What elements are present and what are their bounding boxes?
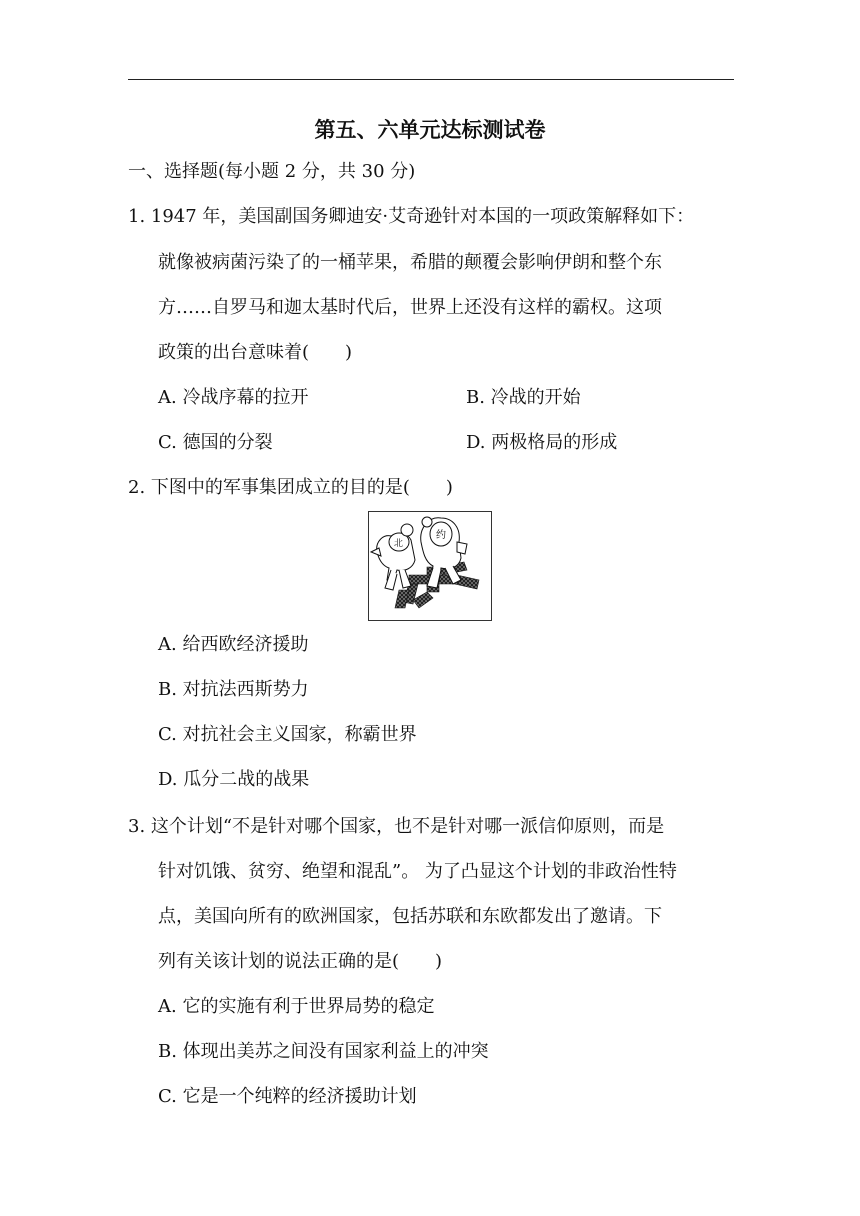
question-2-option-d[interactable]: D. 瓜分二战的战果 bbox=[158, 769, 310, 790]
section-heading: 一、选择题(每小题 2 分，共 30 分) bbox=[128, 161, 416, 182]
cartoon-label-right: 约 bbox=[436, 530, 446, 541]
question-1-option-a[interactable]: A. 冷战序幕的拉开 bbox=[158, 387, 309, 408]
question-2-option-a[interactable]: A. 给西欧经济援助 bbox=[158, 634, 309, 655]
question-2-option-c[interactable]: C. 对抗社会主义国家，称霸世界 bbox=[158, 724, 417, 745]
cartoon-label-left: 北 bbox=[394, 539, 404, 549]
page-title: 第五、六单元达标测试卷 bbox=[314, 117, 546, 142]
question-1-line-1: 1. 1947 年，美国副国务卿迪安·艾奇逊针对本国的一项政策解释如下： bbox=[128, 206, 695, 227]
question-1-line-4: 政策的出台意味着( ) bbox=[158, 342, 353, 363]
question-3-option-c[interactable]: C. 它是一个纯粹的经济援助计划 bbox=[158, 1086, 417, 1107]
question-3-option-a[interactable]: A. 它的实施有利于世界局势的稳定 bbox=[158, 996, 435, 1017]
question-3-line-3: 点，美国向所有的欧洲国家，包括苏联和东欧都发出了邀请。下 bbox=[158, 906, 662, 927]
left-soldier-figure bbox=[371, 524, 415, 590]
cartoon-illustration bbox=[369, 512, 491, 620]
question-3-line-2: 针对饥饿、贫穷、绝望和混乱”。 为了凸显这个计划的非政治性特 bbox=[158, 861, 677, 882]
question-3-line-1: 3. 这个计划“不是针对哪个国家，也不是针对哪一派信仰原则，而是 bbox=[128, 816, 665, 837]
question-1-line-3: 方……自罗马和迦太基时代后，世界上还没有这样的霸权。这项 bbox=[158, 297, 662, 318]
question-1-line-2: 就像被病菌污染了的一桶苹果，希腊的颠覆会影响伊朗和整个东 bbox=[158, 252, 662, 273]
nato-cartoon-figure bbox=[368, 511, 492, 621]
question-1-option-b[interactable]: B. 冷战的开始 bbox=[466, 387, 581, 408]
question-3-option-b[interactable]: B. 体现出美苏之间没有国家利益上的冲突 bbox=[158, 1041, 489, 1062]
question-2-line-1: 2. 下图中的军事集团成立的目的是( ) bbox=[128, 477, 453, 498]
question-3-line-4: 列有关该计划的说法正确的是( ) bbox=[158, 951, 443, 972]
question-1-option-d[interactable]: D. 两极格局的形成 bbox=[466, 432, 618, 453]
header-rule bbox=[128, 79, 734, 80]
question-2-option-b[interactable]: B. 对抗法西斯势力 bbox=[158, 679, 309, 700]
question-1-option-c[interactable]: C. 德国的分裂 bbox=[158, 432, 273, 453]
